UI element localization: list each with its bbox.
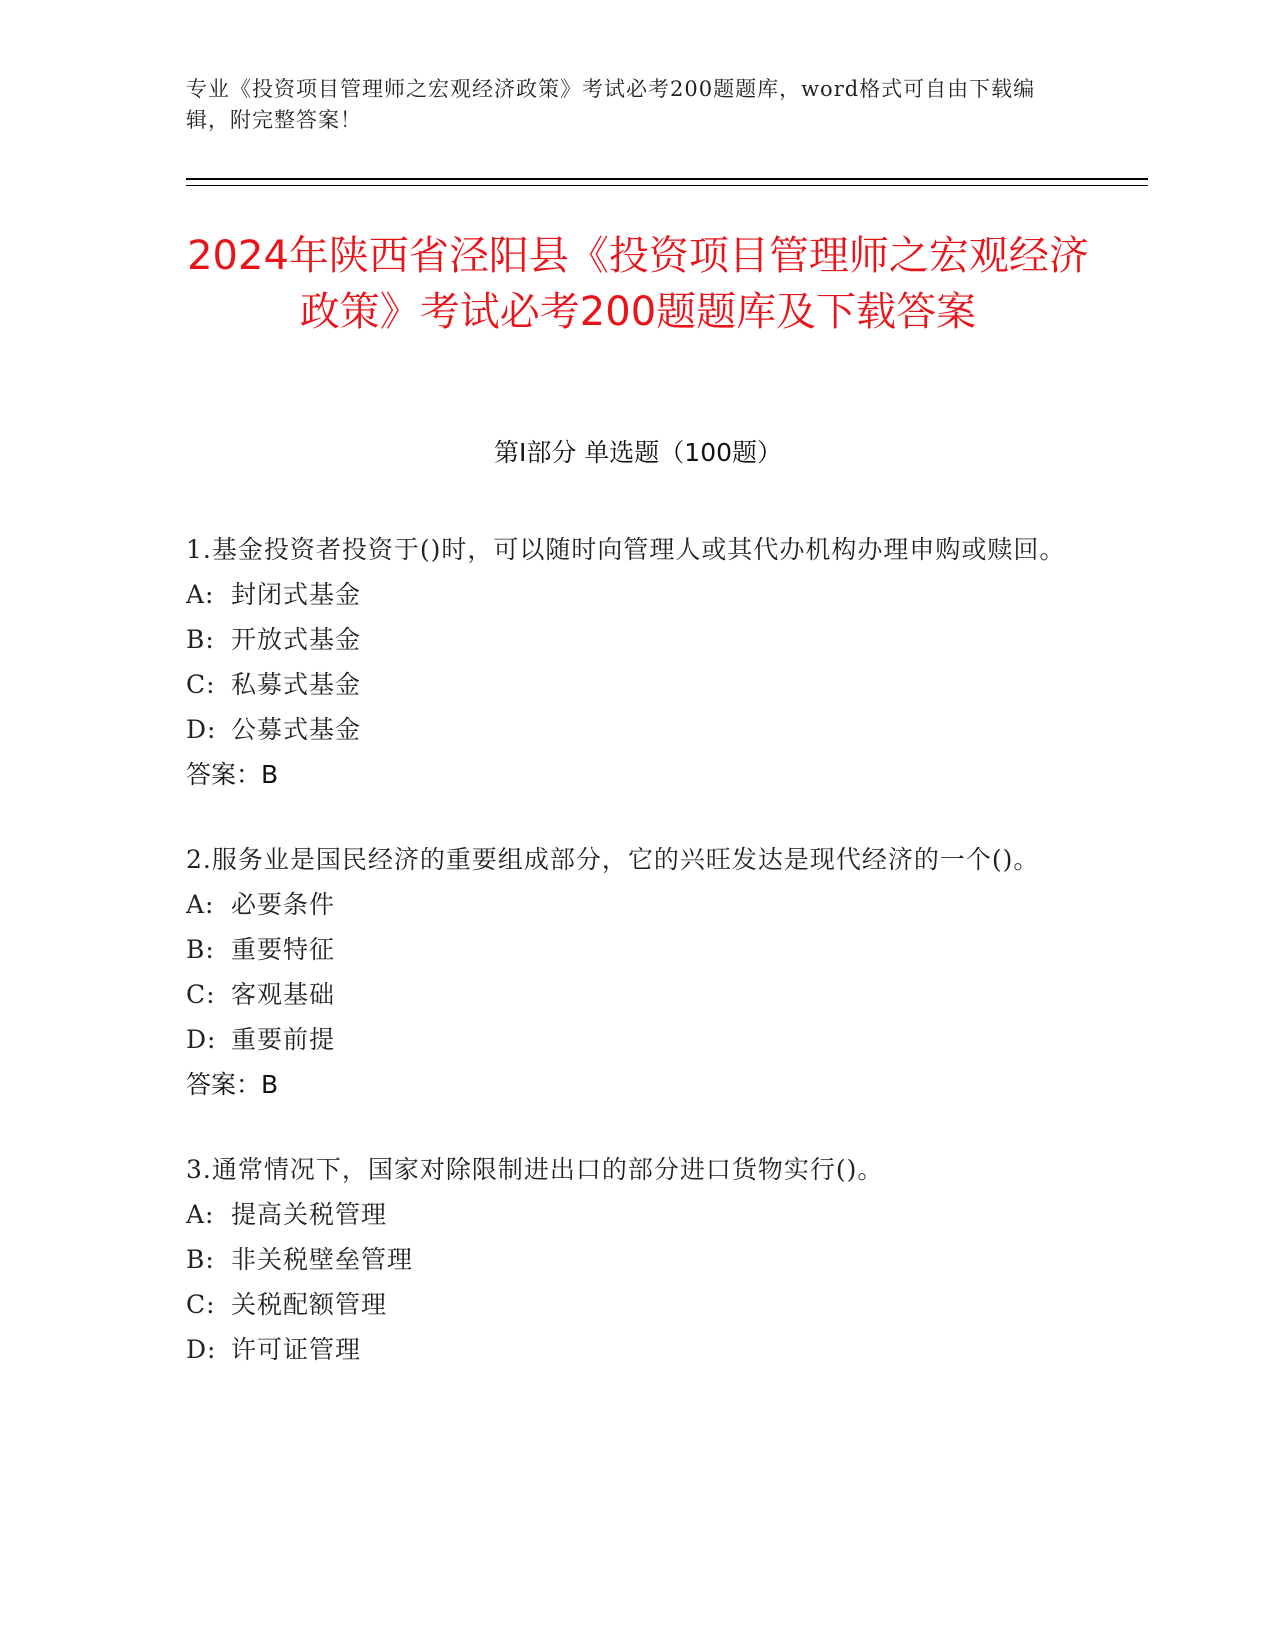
answer-text: 答案：B (186, 760, 279, 789)
option-text: 公募式基金 (231, 715, 362, 744)
question-3 (186, 1147, 1066, 1372)
option-b (186, 617, 1066, 662)
option-c (186, 1282, 1066, 1327)
option-a (186, 1192, 1066, 1237)
intro-text: 专业《投资项目管理师之宏观经济政策》考试必考200题题库，word格式可自由下载编辑，附完整答案！ (186, 77, 1036, 132)
option-text: 开放式基金 (231, 625, 362, 654)
option-label: C: (186, 1290, 216, 1319)
header-rule-top (186, 178, 1148, 180)
option-d (186, 707, 1066, 752)
option-text: 非关税壁垒管理 (231, 1245, 414, 1274)
option-label: C: (186, 980, 216, 1009)
option-c (186, 972, 1066, 1017)
option-text: 私募式基金 (231, 670, 362, 699)
option-b (186, 927, 1066, 972)
document-title: 2024年陕西省泾阳县《投资项目管理师之宏观经济政策》考试必考200题题库及下载答案 (187, 233, 1089, 335)
question-2 (186, 837, 1066, 1107)
option-b (186, 1237, 1066, 1282)
option-d (186, 1017, 1066, 1062)
option-a (186, 882, 1066, 927)
answer-text: 答案：B (186, 1070, 279, 1099)
option-text: 许可证管理 (231, 1335, 362, 1364)
option-label: A: (186, 580, 215, 609)
option-text: 关税配额管理 (231, 1290, 388, 1319)
option-text: 客观基础 (231, 980, 336, 1009)
question-list (186, 527, 1066, 1412)
option-d (186, 1327, 1066, 1372)
question-stem: 2.服务业是国民经济的重要组成部分，它的兴旺发达是现代经济的一个()。 (186, 845, 1040, 874)
option-text: 重要特征 (231, 935, 336, 964)
question-stem: 1.基金投资者投资于()时，可以随时向管理人或其代办机构办理申购或赎回。 (186, 535, 1066, 564)
option-label: A: (186, 1200, 215, 1229)
option-label: C: (186, 670, 216, 699)
option-text: 必要条件 (231, 890, 336, 919)
question-stem: 3.通常情况下，国家对除限制进出口的部分进口货物实行()。 (186, 1155, 884, 1184)
option-text: 封闭式基金 (231, 580, 362, 609)
option-label: B: (186, 625, 215, 654)
section-title: 第I部分 单选题（100题） (493, 438, 783, 467)
question-1 (186, 527, 1066, 797)
header-rule-bottom (186, 185, 1148, 186)
option-a (186, 572, 1066, 617)
option-text: 提高关税管理 (231, 1200, 388, 1229)
option-label: A: (186, 890, 215, 919)
option-label: D: (186, 1335, 217, 1364)
option-label: B: (186, 935, 215, 964)
option-label: D: (186, 715, 217, 744)
option-c (186, 662, 1066, 707)
option-label: B: (186, 1245, 215, 1274)
option-text: 重要前提 (231, 1025, 336, 1054)
option-label: D: (186, 1025, 217, 1054)
